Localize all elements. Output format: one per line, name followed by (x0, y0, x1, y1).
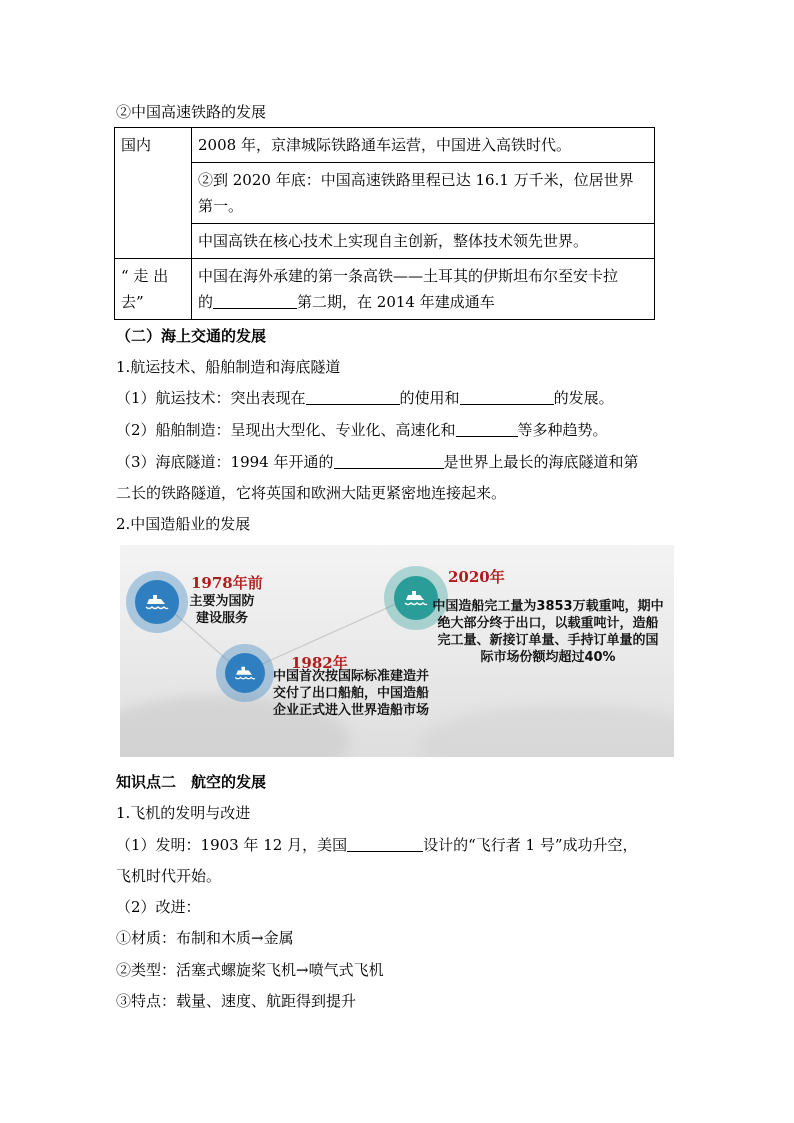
go-out-text-2-suffix: 第二期，在 2014 年建成通车 (297, 293, 495, 311)
domestic-row-3 (192, 224, 655, 259)
event-text-1982: 中国首次按国际标准建造并交付了出口船舶，中国造船企业正式进入世界造船市场 (272, 669, 429, 718)
sea-item-1-suffix: 的发展。 (553, 389, 614, 407)
answer-blank[interactable] (456, 421, 518, 437)
answer-blank[interactable] (213, 293, 297, 309)
domestic-row-1-text: 2008 年，京津城际铁路通车运营，中国进入高铁时代。 (198, 136, 571, 154)
air-improve-title: （2）改进： (116, 898, 201, 916)
sea-item-2-prefix: （2）船舶制造：呈现出大型化、专业化、高速化和 (116, 421, 456, 439)
sea-item-1-prefix: （1）航运技术：突出表现在 (116, 389, 306, 407)
timeline-node-1978 (126, 571, 188, 633)
event-year-1978: 1978年前 (191, 574, 263, 592)
section-title-hsr: ②中国高速铁路的发展 (116, 103, 267, 121)
event-text-1978: 主要为国防建设服务 (189, 594, 255, 626)
sea-item-3-line-2: 二长的铁路隧道，它将英国和欧洲大陆更紧密地连接起来。 (116, 484, 507, 502)
sea-item-2-suffix: 等多种趋势。 (517, 421, 608, 439)
domestic-row-1 (192, 128, 655, 163)
sea-section-title: （二）海上交通的发展 (116, 327, 267, 345)
event-year-1982: 1982年 (291, 654, 348, 672)
air-invent-prefix: （1）发明：1903 年 12 月，美国 (116, 836, 348, 854)
answer-blank[interactable] (334, 453, 444, 469)
domestic-row-3-text: 中国高铁在核心技术上实现自主创新，整体技术领先世界。 (198, 232, 589, 250)
timeline-node-1982 (216, 644, 274, 702)
ship-icon (135, 580, 178, 623)
shipbuilding-timeline (120, 545, 674, 757)
hsr-table (114, 127, 655, 320)
domestic-label-cell (115, 128, 192, 259)
air-list-item-2: ②类型：活塞式螺旋桨飞机→喷气式飞机 (116, 961, 384, 979)
event-year-2020: 2020年 (448, 568, 505, 586)
sea-item-1 (116, 387, 614, 408)
sea-item-1-middle: 的使用和 (399, 389, 460, 407)
event-text-2020: 中国造船完工量为3853万载重吨，期中绝大部分终于出口，以载重吨计，造船完工量、新接订单量、手持订单量的国际市场份额均超过40% (432, 599, 664, 665)
sea-subtitle-2: 2.中国造船业的发展 (116, 515, 251, 533)
domestic-label: 国内 (121, 136, 152, 154)
sea-item-2 (116, 419, 608, 440)
answer-blank[interactable] (460, 389, 554, 405)
domestic-row-2-text: ②到 2020 年底：中国高速铁路里程已达 16.1 万千米，位居世界第一。 (198, 171, 634, 215)
go-out-cell (192, 259, 655, 320)
sea-item-3 (116, 451, 639, 472)
sea-item-3-suffix: 是世界上最长的海底隧道和第 (443, 453, 639, 471)
domestic-row-2 (192, 163, 655, 224)
air-list-item-1: ①材质：布制和木质→金属 (116, 929, 294, 947)
air-invent-suffix: 设计的“飞行者 1 号”成功升空， (423, 836, 638, 854)
answer-blank[interactable] (306, 389, 400, 405)
go-out-label: “ 走 出 去” (121, 267, 169, 311)
air-list-item-3: ③特点：载量、速度、航距得到提升 (116, 992, 357, 1010)
sea-item-3-prefix: （3）海底隧道：1994 年开通的 (116, 453, 334, 471)
air-invent-line-1 (116, 834, 638, 855)
air-subtitle-1: 1.飞机的发明与改进 (116, 804, 251, 822)
sea-subtitle-1: 1.航运技术、船舶制造和海底隧道 (116, 358, 341, 376)
air-invent-line-2: 飞机时代开始。 (116, 867, 222, 885)
go-out-text-1: 中国在海外承建的第一条高铁——土耳其的伊斯坦布尔至安卡拉 (198, 267, 619, 285)
answer-blank[interactable] (347, 836, 423, 852)
knowledge-point-title: 知识点二 航空的发展 (116, 773, 267, 791)
ship-icon (225, 653, 266, 694)
go-out-text-2-prefix: 的 (198, 293, 214, 311)
go-out-label-cell (115, 259, 192, 320)
